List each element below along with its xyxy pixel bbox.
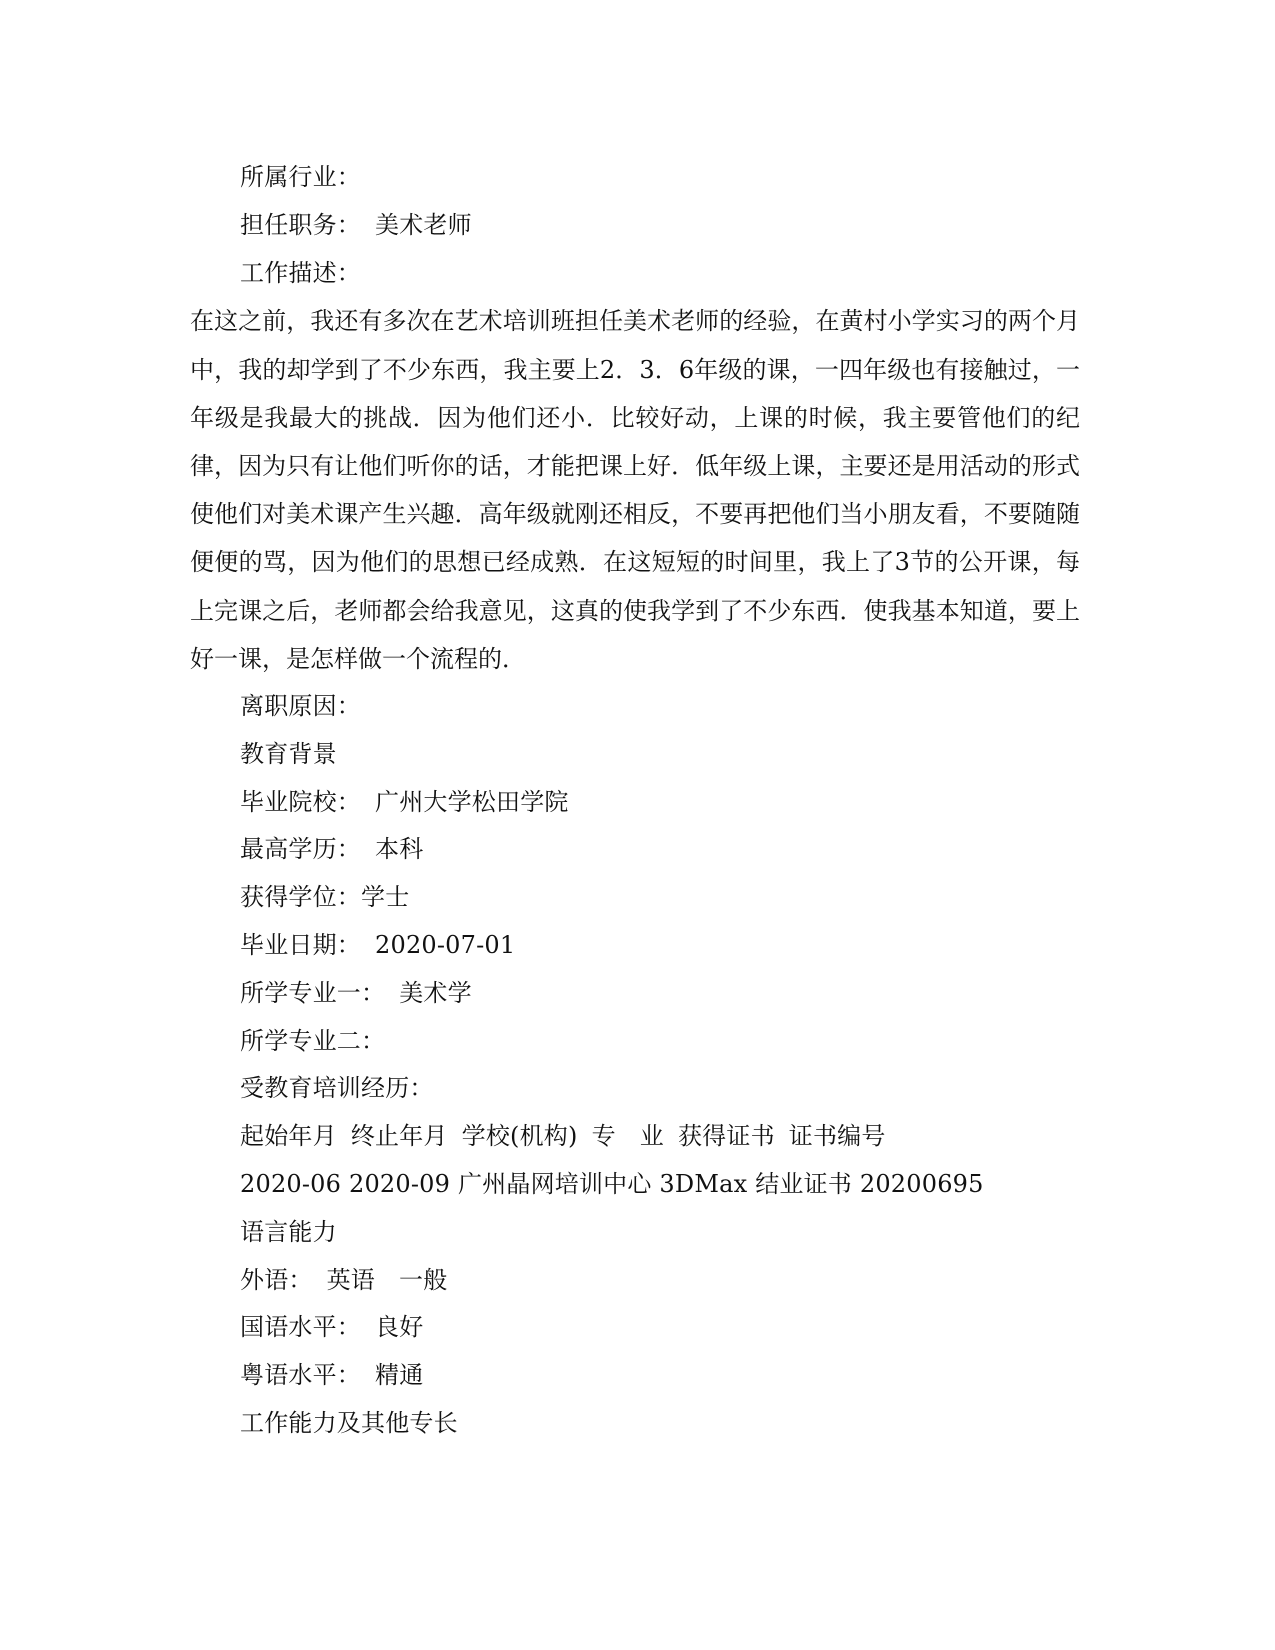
description-label-row [190, 250, 1080, 298]
skills-title: 工作能力及其他专长 [240, 1408, 458, 1437]
row-cert-number: 20200695 [859, 1169, 984, 1198]
position-value: 美术老师 [375, 210, 472, 239]
cantonese-label: 粤语水平： [240, 1361, 361, 1390]
leave-reason-label: 离职原因： [240, 692, 361, 721]
training-label: 受教育培训经历： [240, 1074, 434, 1103]
resume-content [190, 154, 1080, 1448]
degree-level-row [190, 826, 1080, 874]
degree-level-label: 最高学历： [240, 835, 361, 864]
degree-row [190, 874, 1080, 922]
row-end-month: 2020-09 [348, 1169, 451, 1198]
grad-date-label: 毕业日期： [240, 931, 361, 959]
degree-level-value: 本科 [375, 835, 424, 864]
language-section-title [190, 1209, 1080, 1257]
language-title: 语言能力 [240, 1217, 337, 1246]
header-start-month: 起始年月 [240, 1122, 337, 1151]
industry-label: 所属行业： [240, 163, 361, 191]
cantonese-value: 精通 [375, 1361, 424, 1390]
foreign-label: 外语： [240, 1265, 313, 1294]
degree-value: 学士 [361, 883, 410, 912]
major1-row [190, 970, 1080, 1018]
school-value: 广州大学松田学院 [375, 787, 569, 816]
industry-row [190, 154, 1080, 202]
row-major: 3DMax [659, 1169, 748, 1198]
training-label-row [190, 1065, 1080, 1113]
education-title: 教育背景 [240, 739, 337, 768]
header-institution: 学校(机构) [461, 1122, 578, 1151]
row-institution: 广州晶网培训中心 [457, 1169, 652, 1198]
header-major-part1: 专 [591, 1122, 616, 1151]
header-cert-number: 证书编号 [788, 1122, 886, 1151]
work-description: 在这之前，我还有多次在艺术培训班担任美术老师的经验，在黄村小学实习的两个月中，我的却学到了不少东西，我主要上2．3．6年级的课，一四年级也有接触过，一年级是我最大的挑战．因为他们还小．比较好动，上课的时候，我主要管他们的纪律，因为只有让他们听你的话，才能把课上好．低年级上课，主要还是用活动的形式使他们对美术课产生兴趣．高年级就刚还相反，不要再把他们当小朋友看，不要随随便便的骂，因为他们的思想已经成熟．在这短短的时间里，我上了3节的公开课，每上完课之后，老师都会给我意见，这真的使我学到了不少东西．使我基本知道，要上好一课，是怎样做一个流程的． [190, 307, 1080, 673]
degree-label: 获得学位： [240, 883, 361, 912]
grad-date-row [190, 922, 1080, 970]
position-label: 担任职务： [240, 210, 361, 239]
mandarin-value: 良好 [375, 1313, 424, 1342]
header-major-part2: 业 [639, 1122, 664, 1151]
school-row [190, 779, 1080, 827]
header-end-month: 终止年月 [350, 1122, 448, 1151]
foreign-level: 一般 [399, 1265, 448, 1294]
major1-label: 所学专业一： [240, 978, 386, 1007]
major2-row [190, 1018, 1080, 1066]
row-start-month: 2020-06 [240, 1169, 342, 1198]
training-table-header [190, 1113, 1080, 1161]
mandarin-row [190, 1304, 1080, 1352]
mandarin-label: 国语水平： [240, 1313, 361, 1342]
cantonese-row [190, 1352, 1080, 1400]
foreign-language-row [190, 1257, 1080, 1305]
foreign-lang: 英语 [326, 1265, 376, 1294]
grad-date-value: 2020-07-01 [375, 931, 516, 959]
description-label: 工作描述： [240, 258, 361, 287]
school-label: 毕业院校： [240, 787, 361, 816]
major1-value: 美术学 [399, 978, 472, 1007]
education-section-title [190, 731, 1080, 779]
major2-label: 所学专业二： [240, 1026, 386, 1055]
training-table-row [190, 1161, 1080, 1209]
row-certificate: 结业证书 [755, 1169, 853, 1198]
skills-section-title [190, 1400, 1080, 1448]
position-row [190, 202, 1080, 250]
header-certificate: 获得证书 [677, 1122, 775, 1151]
leave-reason-row [190, 683, 1080, 731]
